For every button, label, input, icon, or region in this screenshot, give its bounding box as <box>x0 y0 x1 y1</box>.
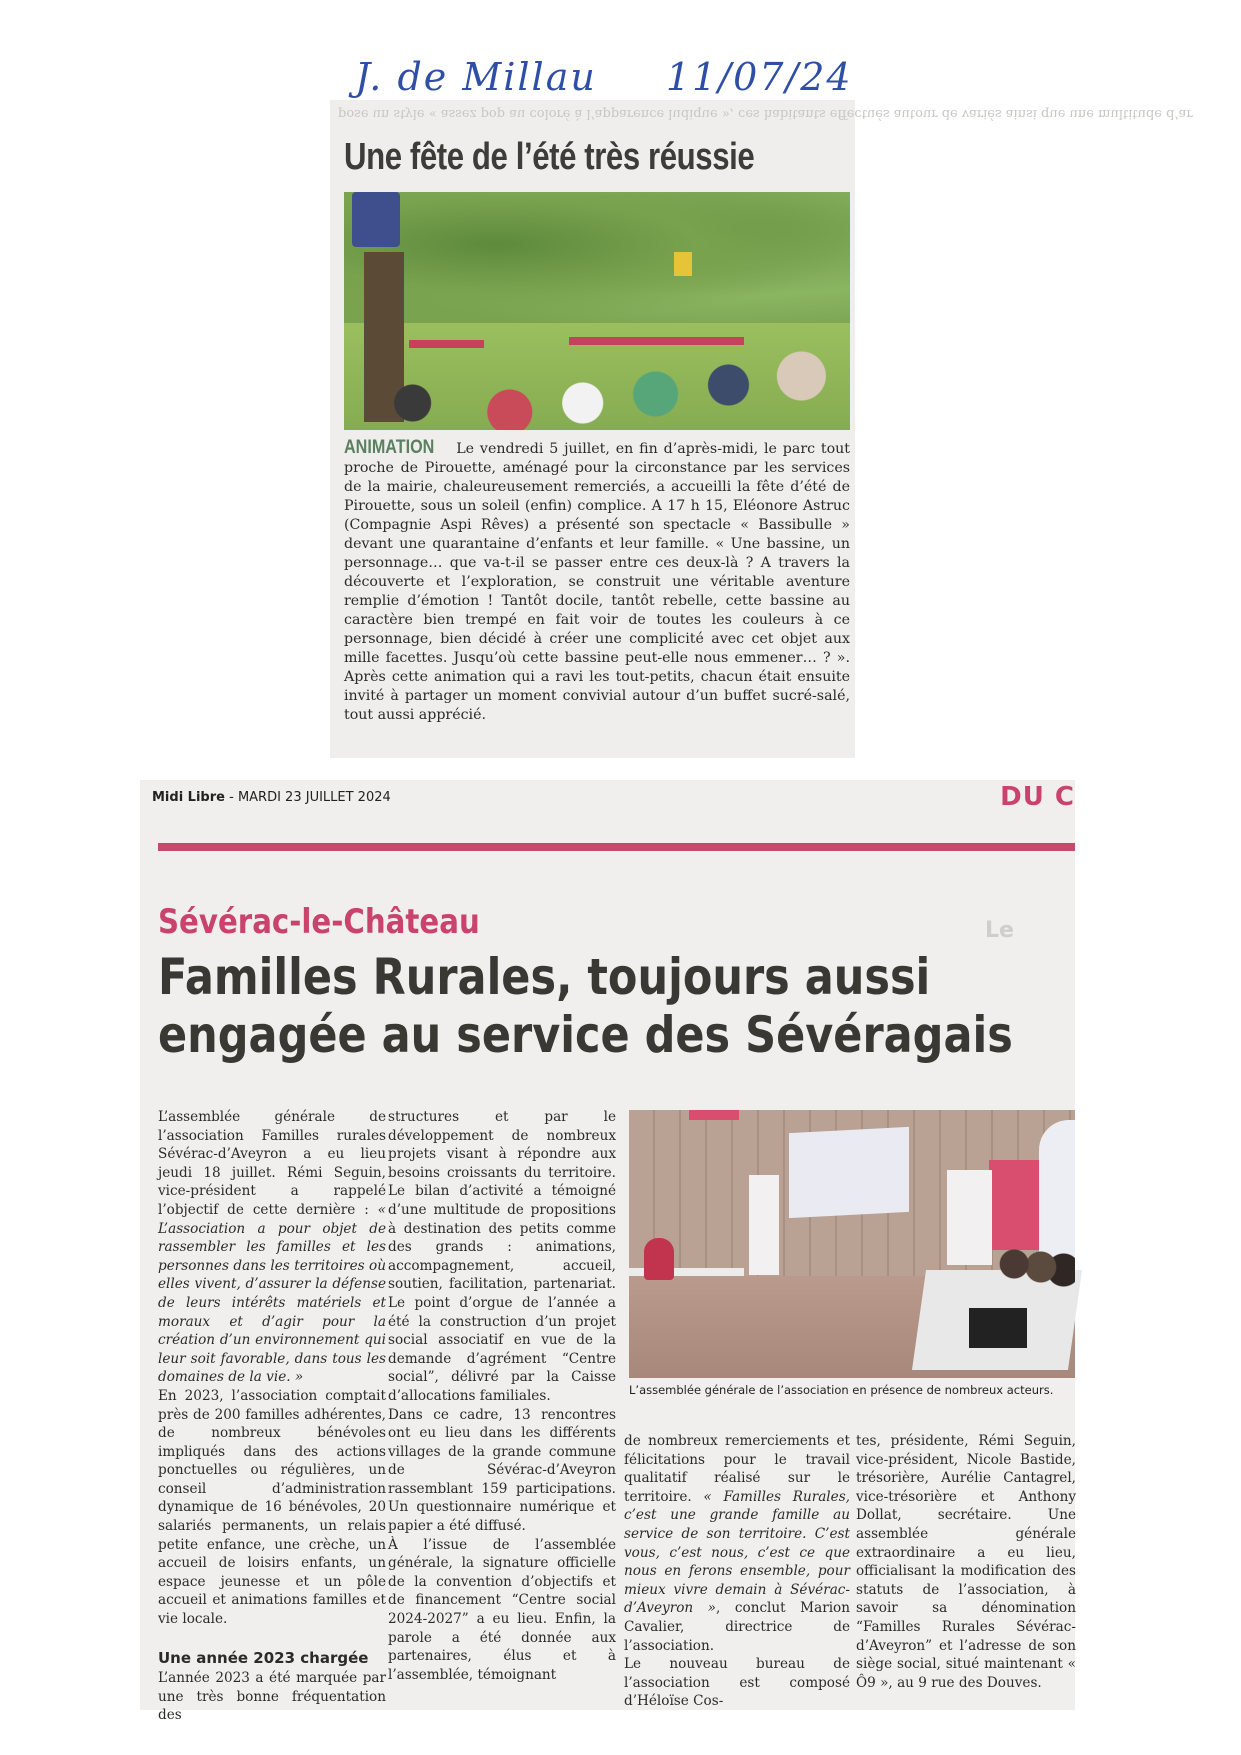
paragraph-text: , conclut Marion Cavalier, directrice de l’association. <box>624 1600 850 1654</box>
masthead <box>152 790 391 805</box>
paragraph-text: de nombreux remerciements et félicitations pour le travail qualitatif réalisé sur le territoire. <box>624 1433 850 1505</box>
article-column-3 <box>624 1432 850 1711</box>
article-column-2 <box>388 1108 616 1684</box>
subheading: Une année 2023 chargée <box>158 1648 369 1667</box>
photo-lantern <box>352 192 400 247</box>
paragraph-text: L’assemblée générale de l’association Familles rurales Sévérac-d’Aveyron a eu lieu jeudi 18 juillet. Rémi Seguin, vice-président a rappelé l’objectif de cette dernière : <box>158 1109 386 1218</box>
annotation-source: J. de Millau <box>355 55 597 99</box>
paragraph <box>624 1432 850 1655</box>
photo-laptop <box>969 1308 1027 1348</box>
photo-flag <box>674 252 692 276</box>
quote-text: « Familles Rurales, c’est une grande famille au service de son territoire. C’est vous, c’est nous, c’est ce que nous en ferons ensemble, pour mieux vivre demain à Sévérac-d’Aveyron » <box>624 1488 851 1617</box>
article-kicker: ANIMATION <box>344 437 435 458</box>
clipping-journal-de-millau <box>330 100 1193 758</box>
article-body <box>344 438 850 725</box>
masthead-separator: - <box>224 790 238 805</box>
article-column-1 <box>158 1108 386 1725</box>
paragraph: Dans ce cadre, 13 rencontres ont eu lieu dans les différents villages de la grande commune de Sévérac-d’Aveyron rassemblant 159 participations. Un questionnaire numérique et papier a été diffusé. <box>388 1406 616 1535</box>
paragraph: À l’issue de l’assemblée générale, la signature officielle de la convention d’objectifs et de financement “Centre social 2024-2027” a eu lieu. Enfin, la parole a été donnée aux partenaires, élus et à l’assemblée, témoignant <box>388 1536 616 1683</box>
photo-audience <box>364 340 850 430</box>
photo-tree-canopy <box>344 192 850 323</box>
article-photo-assembly <box>629 1110 1075 1378</box>
annotation-date: 11/07/24 <box>665 55 853 99</box>
paragraph <box>158 1108 386 1387</box>
article-headline: Familles Rurales, toujours aussi engagée au service des Sévéragais <box>158 948 1013 1064</box>
photo-projection-screen <box>789 1127 909 1218</box>
clipping-midi-libre <box>140 780 1076 1724</box>
article-column-4 <box>856 1432 1076 1692</box>
section-tag: DU C <box>1000 782 1075 812</box>
paragraph: Le nouveau bureau de l’association est composé d’Héloïse Cos- <box>624 1656 850 1710</box>
locality-heading: Sévérac-le-Château <box>158 902 480 942</box>
article-body-text: Le vendredi 5 juillet, en fin d’après-midi, le parc tout proche de Pirouette, aménagé pour la circonstance par les services de la mairie, chaleureusement remerciés, a accueilli la fête d’été de Pirouette, sous un soleil (enfin) complice. A 17 h 15, Eléonore Astruc (Compagnie Aspi Rêves) a présenté son spectacle « Bassibulle » devant une quarantaine d’enfants et leur famille. « Une bassine, un personnage… que va-t-il se passer entre ces deux-là ? A travers la découverte et l’exploration, se construit une véritable aventure remplie d’émotion ! Tantôt docile, tantôt rebelle, cette bassine au caractère bien trempé en fait voir de toutes les couleurs à ce personnage, bien décidé à créer une complicité avec cet objet aux mille facettes. Jusqu’où cette bassine peut-elle nous emmener… ? ». Après cette animation qui a ravi les tout-petits, chacun était ensuite invité à partager un moment convivial autour d’un buffet sucré-salé, tout aussi apprécié. <box>344 441 850 723</box>
paragraph: L’année 2023 a été marquée par une très bonne fréquentation des <box>158 1670 386 1724</box>
photo-caption: L’assemblée générale de l’association en présence de nombreux acteurs. <box>629 1383 1054 1397</box>
photo-panel-members <box>999 1240 1075 1300</box>
photo-speaker <box>644 1238 674 1280</box>
article-title: Une fête de l’été très réussie <box>344 136 755 178</box>
paragraph: structures et par le développement de nombreux projets visant à répondre aux besoins croissants du territoire. Le bilan d’activité a témoigné d’une multitude de propositions à destination des petits comme des grands : animations, accompagnement, accueil, soutien, facilitation, partenariat. Le point d’orgue de l’année a été la construction d’un projet social associatif en vue de la demande d’agrément “Centre social”, délivré par la Caisse d’allocations familiales. <box>388 1109 616 1404</box>
photo-curtain <box>989 1160 1044 1250</box>
photo-flag-banner <box>1039 1120 1075 1260</box>
quote-text: « L’association a pour objet de rassembler les familles et les personnes dans les territoires où elles vivent, d’assurer la défense de leurs intérêts matériels et moraux et d’agir pour la création d’un environnement qui leur soit favorable, dans tous les domaines de la vie. » <box>158 1201 386 1386</box>
paragraph: En 2023, l’association comptait près de 200 familles adhérentes, de nombreux bénévoles impliqués dans des actions ponctuelles ou régulières, un conseil d’administration dynamique de 16 bénévoles, 20 salariés permanents, un relais petite enfance, une crèche, un accueil de loisirs enfants, un espace jeunesse et un pôle accueil et animations familles et vie locale. <box>158 1387 386 1628</box>
bleed-through-text: pose un style « assez pop au coloré à l’apparence ludique », ces habitants effectués autour de variés ainsi que une multitude d’ar <box>338 106 1193 121</box>
photo-rollup-banner <box>947 1170 992 1265</box>
photo-curtain <box>689 1110 739 1120</box>
photo-rollup-banner <box>749 1175 779 1275</box>
masthead-date: MARDI 23 JUILLET 2024 <box>237 790 391 805</box>
masthead-paper: Midi Libre <box>152 790 225 805</box>
article-photo-park-show <box>344 192 850 430</box>
section-rule <box>158 843 1075 851</box>
paragraph: tes, présidente, Rémi Seguin, vice-président, Nicole Bastide, trésorière, Aurélie Cantagrel, vice-trésorière et Anthony Dollat, secrétaire. Une assemblée générale extraordinaire a eu lieu, officialisant la modification des statuts de l’association, à savoir sa dénomination “Familles Rurales Sévérac-d’Aveyron” et l’adresse de son siège social, situé maintenant « Ô9 », au 9 rue des Douves. <box>856 1433 1076 1691</box>
bleed-through-text: Le <box>985 918 1014 943</box>
